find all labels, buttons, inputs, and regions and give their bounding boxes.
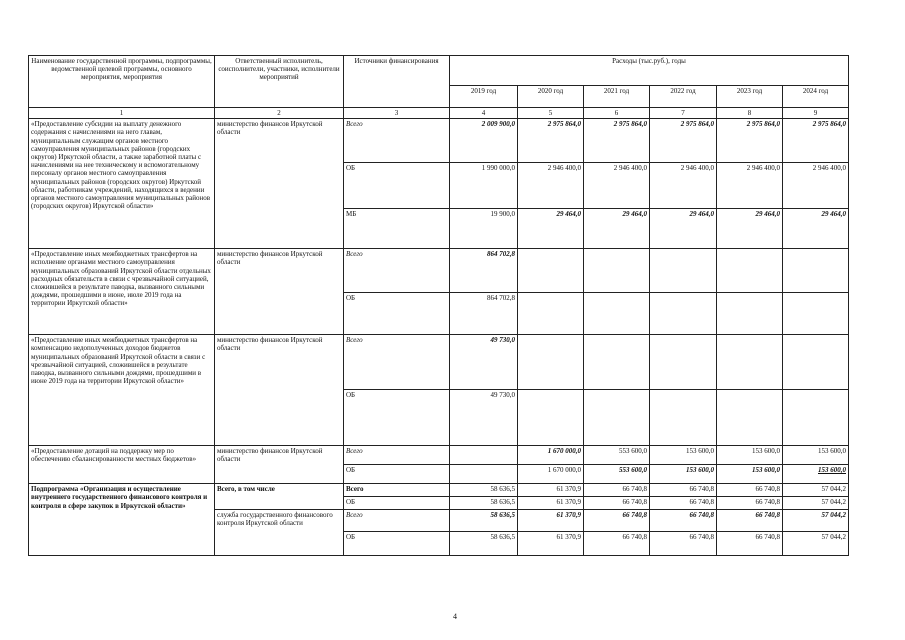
measure-name: «Предоставление иных межбюджетных трансфертов на компенсацию недополученных доходов бюджетов муниципальных образований Иркутской области в связи с чрезвычайной ситуацией, сложившейся в результате паводка, вызванного сильными дождями, прошедшими в июне 2019 года на территории Иркутской области» [29,335,215,446]
value-cell: 2 946 400,0 [783,163,849,209]
value-cell: 66 740,8 [717,510,783,532]
page-number: 4 [453,612,457,621]
column-number: 5 [518,108,584,119]
source-cell: Всего [344,335,450,390]
value-cell: 2 975 864,0 [584,119,650,163]
header-source: Источники финансирования [344,56,450,108]
value-cell: 2 946 400,0 [584,163,650,209]
value-cell: 66 740,8 [717,497,783,510]
source-cell: ОБ [344,497,450,510]
value-cell: 29 464,0 [783,209,849,249]
value-cell: 58 636,5 [450,497,518,510]
source-cell: Всего [344,484,450,497]
table-row [29,484,849,497]
source-cell: МБ [344,209,450,249]
source-cell: ОБ [344,163,450,209]
value-cell: 29 464,0 [518,209,584,249]
value-cell: 2 975 864,0 [650,119,717,163]
value-cell: 2 946 400,0 [518,163,584,209]
budget-table [28,55,849,556]
executor-cell: министерство финансов Иркутской области [215,446,344,484]
value-cell: 2 946 400,0 [650,163,717,209]
measure-name: «Предоставление иных межбюджетных трансфертов на исполнение органами местного самоуправления муниципальных образований Иркутской области отдельных расходных обязательств в связи с чрезвычайной ситуацией, сложившейся в результате паводка, вызванного сильными дождями, прошедшими в июне, июле 2019 года на территории Иркутской области» [29,249,215,335]
value-cell: 66 740,8 [717,484,783,497]
value-cell: 57 044,2 [783,510,849,532]
source-cell: ОБ [344,465,450,484]
value-cell: 2 009 900,0 [450,119,518,163]
subprogram-name: Подпрограмма «Организация и осуществление внутреннего государственного финансового контроля и контроля в сфере закупок в Иркутской области» [29,484,215,556]
value-cell: 66 740,8 [650,532,717,556]
value-cell: 66 740,8 [717,532,783,556]
value-cell: 2 975 864,0 [717,119,783,163]
header-year: 2019 год [450,86,518,108]
column-number: 8 [717,108,783,119]
value-cell: 66 740,8 [650,497,717,510]
value-cell: 66 740,8 [650,484,717,497]
value-cell: 2 946 400,0 [717,163,783,209]
value-cell: 61 370,9 [518,532,584,556]
value-cell: 61 370,9 [518,484,584,497]
measure-name: «Предоставление дотаций на поддержку мер по обеспечению сбалансированности местных бюджетов» [29,446,215,484]
source-cell: Всего [344,249,450,293]
value-cell: 1 670 000,0 [518,446,584,465]
source-cell: Всего [344,446,450,465]
table-header-row [29,56,849,86]
value-cell: 553 600,0 [584,446,650,465]
executor-cell: служба государственного финансового контроля Иркутской области [215,510,344,556]
source-cell: Всего [344,119,450,163]
header-executor: Ответственный исполнитель, соисполнители, участники, исполнители мероприятий [215,56,344,108]
header-year: 2024 год [783,86,849,108]
column-number-row [29,108,849,119]
executor-cell: министерство финансов Иркутской области [215,119,344,249]
executor-cell: Всего, в том числе [215,484,344,510]
column-number: 4 [450,108,518,119]
table-row [29,446,849,465]
value-cell: 58 636,5 [450,532,518,556]
value-cell: 864 702,8 [450,249,518,293]
column-number: 6 [584,108,650,119]
table-row [29,249,849,293]
column-number: 9 [783,108,849,119]
value-cell: 29 464,0 [717,209,783,249]
value-cell: 19 900,0 [450,209,518,249]
header-year: 2023 год [717,86,783,108]
value-cell: 58 636,5 [450,510,518,532]
value-cell: 58 636,5 [450,484,518,497]
value-cell: 1 670 000,0 [518,465,584,484]
value-cell: 57 044,2 [783,484,849,497]
value-cell: 2 975 864,0 [518,119,584,163]
source-cell: ОБ [344,293,450,335]
measure-name: «Предоставление субсидии на выплату денежного содержания с начислениями на него главам, муниципальным служащим органов местного самоуправления муниципальных районов (городских округов) Иркутской области, а также заработной платы с начислениями на нее техническому и вспомогательному персоналу органов местного самоуправления муниципальных районов (городских округов) Иркутской области, работникам учреждений, находящихся в ведении органов местного самоуправления муниципальных районов (городских округов) Иркутской области» [29,119,215,249]
table-row [29,335,849,390]
value-cell: 553 600,0 [584,465,650,484]
table-row [29,119,849,163]
executor-cell: министерство финансов Иркутской области [215,335,344,446]
value-cell: 29 464,0 [650,209,717,249]
value-cell: 49 730,0 [450,335,518,390]
column-number: 7 [650,108,717,119]
value-cell: 153 600,0 [783,465,849,484]
value-cell: 153 600,0 [717,465,783,484]
value-cell: 2 975 864,0 [783,119,849,163]
column-number: 3 [344,108,450,119]
source-cell: Всего [344,510,450,532]
value-cell: 66 740,8 [584,532,650,556]
value-cell: 57 044,2 [783,532,849,556]
value-cell: 864 702,8 [450,293,518,335]
header-year: 2022 год [650,86,717,108]
value-cell: 66 740,8 [584,497,650,510]
value-cell: 1 990 000,0 [450,163,518,209]
value-cell: 66 740,8 [584,510,650,532]
value-cell: 61 370,9 [518,510,584,532]
value-cell: 153 600,0 [650,465,717,484]
header-year: 2021 год [584,86,650,108]
header-expenses: Расходы (тыс.руб.), годы [450,56,849,86]
source-cell: ОБ [344,532,450,556]
value-cell: 57 044,2 [783,497,849,510]
executor-cell: министерство финансов Иркутской области [215,249,344,335]
value-cell: 61 370,9 [518,497,584,510]
column-number: 2 [215,108,344,119]
value-cell: 153 600,0 [650,446,717,465]
value-cell: 153 600,0 [783,446,849,465]
value-cell: 29 464,0 [584,209,650,249]
value-cell: 66 740,8 [650,510,717,532]
column-number: 1 [29,108,215,119]
header-name: Наименование государственной программы, подпрограммы, ведомственной целевой программы, основного мероприятия, мероприятия [29,56,215,108]
value-cell: 66 740,8 [584,484,650,497]
value-cell: 153 600,0 [717,446,783,465]
source-cell: ОБ [344,390,450,446]
header-year: 2020 год [518,86,584,108]
value-cell: 49 730,0 [450,390,518,446]
